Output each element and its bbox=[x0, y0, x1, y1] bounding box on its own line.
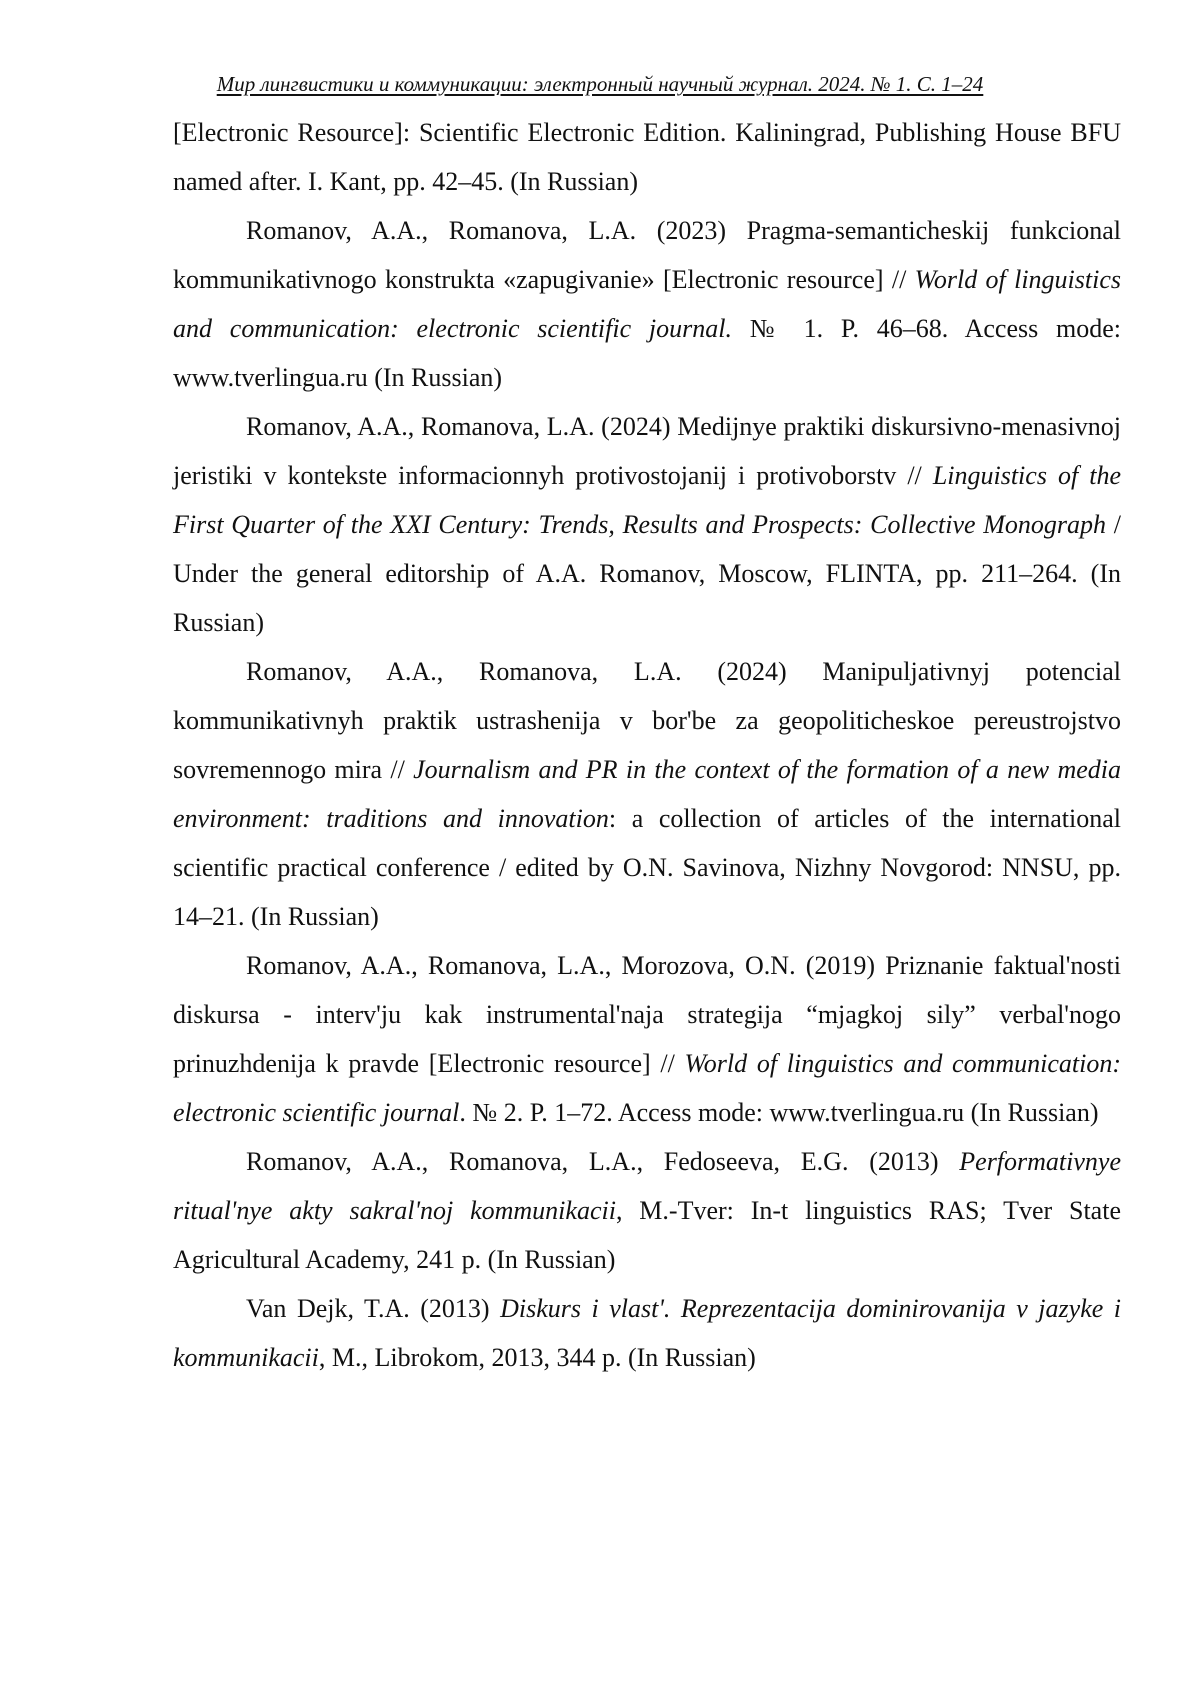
reference-entry bbox=[173, 206, 1121, 402]
reference-text: Romanov, A.A., Romanova, L.A., Fedoseeva, E.G. (2013) bbox=[246, 1147, 960, 1176]
reference-title-italic: World of linguistics and communication: electronic scientific journal. bbox=[173, 265, 1122, 343]
reference-title-italic: Performativnye ritual'nye akty sakral'noj kommunikacii bbox=[173, 1147, 1121, 1225]
reference-title-italic: Linguistics of the First Quarter of the XXI Century: Trends, Results and Prospects: Collective Monograph bbox=[173, 461, 1121, 539]
reference-text: , M.-Tver: In-t linguistics RAS; Tver State Agricultural Academy, 241 p. (In Russian) bbox=[173, 1196, 1121, 1274]
reference-title-italic: Journalism and PR in the context of the formation of a new media environment: traditions and innovation bbox=[173, 755, 1121, 833]
reference-list bbox=[173, 108, 1121, 1382]
reference-text: Romanov, A.A., Romanova, L.A. (2023) Pragma-semanticheskij funkcional kommunikativnogo konstrukta «zapugivanie» [Electronic resource] // bbox=[173, 216, 1121, 294]
reference-text: Romanov, A.A., Romanova, L.A. (2024) Manipuljativnyj potencial kommunikativnyh praktik ustrashenija v bor'be za geopoliticheskoe pereustrojstvo sovremennogo mira // bbox=[173, 657, 1121, 784]
reference-text: Romanov, A.A., Romanova, L.A., Morozova, O.N. (2019) Priznanie faktual'nosti diskursa - interv'ju kak instrumental'naja strategija “mjagkoj sily” verbal'nogo prinuzhdenija k pravde [Electronic resource] // bbox=[173, 951, 1121, 1078]
reference-entry bbox=[173, 402, 1121, 647]
reference-entry bbox=[173, 1284, 1121, 1382]
reference-text: Romanov, A.A., Romanova, L.A. (2024) Medijnye praktiki diskursivno-menasivnoj jeristiki v kontekste informacionnyh protivostojanij i protivoborstv // bbox=[173, 412, 1121, 490]
running-header: Мир лингвистики и коммуникации: электронный научный журнал. 2024. № 1. С. 1–24 bbox=[216, 72, 984, 96]
reference-entry bbox=[173, 941, 1121, 1137]
reference-text: . № 2. P. 1–72. Access mode: www.tverlingua.ru (In Russian) bbox=[459, 1098, 1099, 1127]
reference-text: , M., Librokom, 2013, 344 p. (In Russian) bbox=[318, 1343, 756, 1372]
reference-text: / Under the general editorship of A.A. Romanov, Moscow, FLINTA, pp. 211–264. (In Russian) bbox=[173, 510, 1121, 637]
reference-continuation bbox=[173, 108, 1121, 206]
reference-entry bbox=[173, 647, 1121, 941]
reference-entry bbox=[173, 1137, 1121, 1284]
reference-text: [Electronic Resource]: Scientific Electronic Edition. Kaliningrad, Publishing House BFU named after. I. Kant, pp. 42–45. (In Russian) bbox=[173, 118, 1121, 196]
reference-title-italic: World of linguistics and communication: electronic scientific journal bbox=[173, 1049, 1121, 1127]
reference-text: № 1. P. 46–68. Access mode: www.tverlingua.ru (In Russian) bbox=[173, 314, 1121, 392]
reference-title-italic: Diskurs i vlast'. Reprezentacija dominirovanija v jazyke i kommunikacii bbox=[173, 1294, 1122, 1372]
reference-text: Van Dejk, T.A. (2013) bbox=[246, 1294, 501, 1323]
reference-text: : a collection of articles of the international scientific practical conference / edited by O.N. Savinova, Nizhny Novgorod: NNSU, pp. 14–21. (In Russian) bbox=[173, 804, 1122, 931]
